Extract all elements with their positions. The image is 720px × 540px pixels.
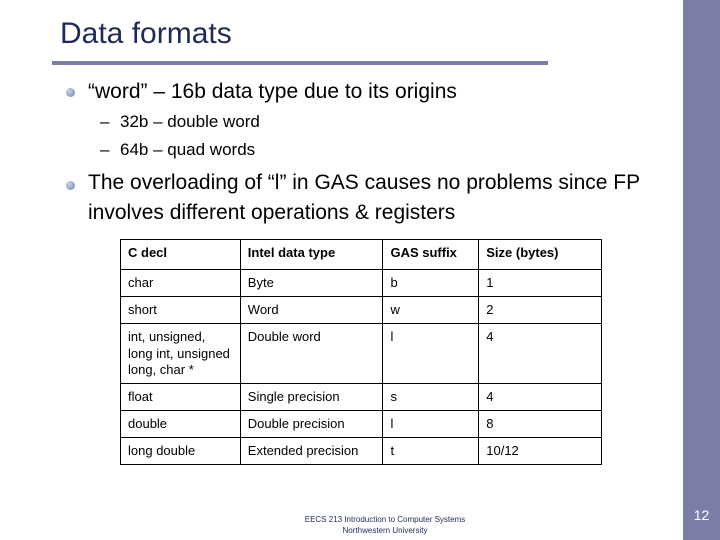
header-c-decl: C decl [121,240,241,270]
slide-footer [250,514,520,536]
table-row [121,324,602,384]
table-row [121,270,602,297]
dash-marker: – [100,112,110,131]
cell-size: 10/12 [479,437,602,464]
header-size: Size (bytes) [479,240,602,270]
dash-marker: – [100,140,110,159]
cell-c-decl: int, unsigned, long int, unsigned long, char * [121,324,241,384]
cell-intel-type: Single precision [240,383,383,410]
cell-gas-suffix: t [383,437,479,464]
cell-c-decl: short [121,297,241,324]
sub-bullet-quad-words [100,139,255,161]
header-gas-suffix: GAS suffix [383,240,479,270]
cell-intel-type: Double precision [240,410,383,437]
cell-c-decl: float [121,383,241,410]
cell-intel-type: Double word [240,324,383,384]
sub-bullet-text: 64b – quad words [120,140,256,159]
cell-intel-type: Word [240,297,383,324]
title-underline [52,61,548,65]
cell-size: 1 [479,270,602,297]
cell-c-decl: long double [121,437,241,464]
cell-c-decl: char [121,270,241,297]
cell-size: 4 [479,383,602,410]
sub-bullet-text: 32b – double word [120,112,260,131]
data-format-table [120,239,602,465]
page-number: 12 [693,507,710,523]
cell-size: 2 [479,297,602,324]
slide-title: Data formats [60,17,232,50]
cell-size: 8 [479,410,602,437]
cell-gas-suffix: s [383,383,479,410]
table-row [121,297,602,324]
table-header-row [121,240,602,270]
cell-gas-suffix: l [383,324,479,384]
bullet-overloading: The overloading of “l” in GAS causes no problems since FP involves different operations & registers [88,171,640,224]
footer-course: EECS 213 Introduction to Computer Systems [304,515,466,524]
table-row [121,383,602,410]
bullet-dot-icon [66,88,75,97]
cell-size: 4 [479,324,602,384]
table-row [121,410,602,437]
bullet-word: “word” – 16b data type due to its origins [88,80,457,103]
header-intel-type: Intel data type [240,240,383,270]
cell-gas-suffix: w [383,297,479,324]
table-row [121,437,602,464]
cell-intel-type: Byte [240,270,383,297]
sub-bullet-double-word [100,111,260,133]
bullet-dot-icon [66,181,75,190]
cell-intel-type: Extended precision [240,437,383,464]
cell-gas-suffix: b [383,270,479,297]
cell-c-decl: double [121,410,241,437]
footer-university: Northwestern University [342,526,428,535]
side-accent-bar [683,0,720,540]
cell-gas-suffix: l [383,410,479,437]
